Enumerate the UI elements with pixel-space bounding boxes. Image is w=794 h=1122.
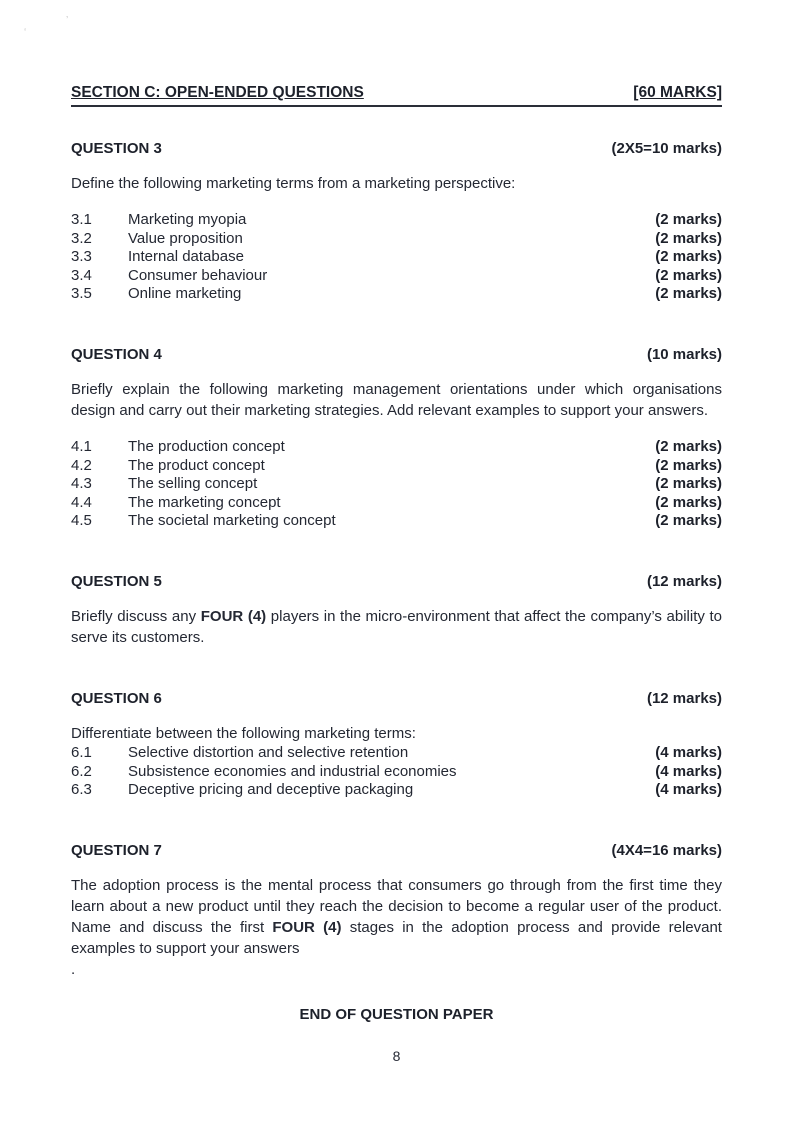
question-heading: QUESTION 5	[71, 572, 162, 590]
question-heading: QUESTION 3	[71, 140, 162, 157]
item-text: Subsistence economies and industrial economies	[128, 762, 457, 780]
question-marks: (12 marks)	[646, 572, 722, 590]
item-text: The product concept	[128, 456, 265, 474]
item-marks: (2 marks)	[655, 437, 722, 455]
body-text: stages in the adoption process and provide relevant examples to support your answers	[71, 918, 722, 957]
item-marks: (2 marks)	[655, 229, 722, 247]
body-text: players in the micro-environment that affect the company’s ability to serve its customers.	[71, 607, 722, 646]
item-number: 6.1	[71, 743, 92, 761]
question-item	[71, 494, 722, 513]
question-paragraph	[71, 875, 722, 959]
item-text: Deceptive pricing and deceptive packaging	[128, 781, 414, 799]
question-body	[71, 723, 722, 800]
item-text: The societal marketing concept	[128, 512, 336, 530]
question-heading-row	[71, 140, 722, 157]
item-number: 3.1	[71, 211, 92, 228]
item-marks: (4 marks)	[655, 781, 722, 799]
question-body	[71, 379, 722, 531]
item-text: Consumer behaviour	[128, 266, 268, 284]
item-text: Marketing myopia	[128, 211, 247, 228]
item-number: 3.4	[71, 266, 92, 284]
question-heading-row	[71, 842, 722, 859]
question-item	[71, 457, 722, 476]
item-marks: (2 marks)	[655, 285, 722, 303]
question-paragraph	[71, 606, 722, 648]
item-number: 4.5	[71, 512, 92, 530]
question-item	[71, 230, 722, 249]
question-7	[71, 842, 722, 980]
question-item-list	[71, 744, 722, 800]
question-paragraph	[71, 723, 722, 744]
question-marks: (10 marks)	[646, 345, 722, 363]
end-of-paper-text: END OF QUESTION PAPER	[299, 1005, 494, 1023]
question-5	[71, 573, 722, 648]
question-body	[71, 173, 722, 304]
question-heading-row	[71, 690, 722, 707]
item-number: 6.2	[71, 762, 92, 780]
question-item	[71, 475, 722, 494]
item-marks: (4 marks)	[655, 743, 722, 761]
item-marks: (2 marks)	[655, 512, 722, 530]
question-item-list	[71, 438, 722, 531]
question-item	[71, 248, 722, 267]
question-item	[71, 267, 722, 286]
question-item-list	[71, 211, 722, 304]
bold-text: FOUR (4)	[200, 607, 267, 625]
questions	[71, 140, 722, 980]
question-marks: (12 marks)	[646, 689, 722, 707]
scan-artifact: ’	[66, 15, 69, 26]
item-text: The production concept	[128, 437, 285, 455]
question-heading-row	[71, 573, 722, 590]
item-text: The selling concept	[128, 475, 258, 493]
question-item	[71, 744, 722, 763]
question-3	[71, 140, 722, 304]
question-item	[71, 512, 722, 531]
body-text: .	[71, 960, 76, 978]
body-text: The adoption process is the mental process that consumers go through from the first time they learn about a new product until they reach the decision to become a regular user of the product. Name and discuss the first	[71, 876, 722, 936]
item-marks: (2 marks)	[655, 266, 722, 284]
item-marks: (2 marks)	[655, 248, 722, 266]
section-marks: [60 MARKS]	[633, 84, 722, 101]
body-text: Briefly discuss any	[71, 607, 201, 625]
item-number: 3.3	[71, 248, 92, 266]
item-text: The marketing concept	[128, 493, 281, 511]
scan-artifact: ‘	[24, 27, 27, 38]
question-item	[71, 285, 722, 304]
question-4	[71, 346, 722, 531]
item-number: 4.2	[71, 456, 92, 474]
section-header	[71, 84, 722, 107]
question-heading: QUESTION 6	[71, 689, 162, 707]
section-title: SECTION C: OPEN-ENDED QUESTIONS	[71, 84, 364, 101]
question-body	[71, 875, 722, 980]
question-item	[71, 763, 722, 782]
question-item	[71, 211, 722, 230]
question-marks: (2X5=10 marks)	[611, 140, 722, 157]
item-number: 3.2	[71, 229, 92, 247]
body-text: Define the following marketing terms from a marketing perspective:	[71, 175, 516, 192]
page-number: 8	[392, 1047, 401, 1064]
item-marks: (2 marks)	[655, 493, 722, 511]
item-marks: (2 marks)	[655, 456, 722, 474]
question-heading-row	[71, 346, 722, 363]
question-heading: QUESTION 4	[71, 345, 162, 363]
question-paragraph	[71, 959, 722, 980]
question-6	[71, 690, 722, 800]
item-marks: (2 marks)	[655, 211, 722, 228]
item-text: Selective distortion and selective retention	[128, 743, 409, 761]
question-paragraph	[71, 173, 722, 194]
question-heading: QUESTION 7	[71, 841, 162, 859]
item-text: Internal database	[128, 248, 244, 266]
bold-text: FOUR (4)	[272, 918, 342, 936]
item-number: 6.3	[71, 781, 92, 799]
item-number: 4.1	[71, 437, 92, 455]
item-number: 4.3	[71, 475, 92, 493]
item-text: Value proposition	[128, 229, 243, 247]
question-paragraph	[71, 379, 722, 421]
item-text: Online marketing	[128, 285, 242, 303]
question-item	[71, 438, 722, 457]
body-text: Briefly explain the following marketing management orientations under which organisations design and carry out their marketing strategies. Add relevant examples to support your answers.	[71, 380, 722, 419]
body-text: Differentiate between the following marketing terms:	[71, 724, 416, 742]
item-marks: (2 marks)	[655, 475, 722, 493]
item-marks: (4 marks)	[655, 762, 722, 780]
item-number: 3.5	[71, 285, 92, 303]
question-item	[71, 781, 722, 800]
question-body	[71, 606, 722, 648]
question-marks: (4X4=16 marks)	[611, 841, 722, 859]
item-number: 4.4	[71, 493, 92, 511]
